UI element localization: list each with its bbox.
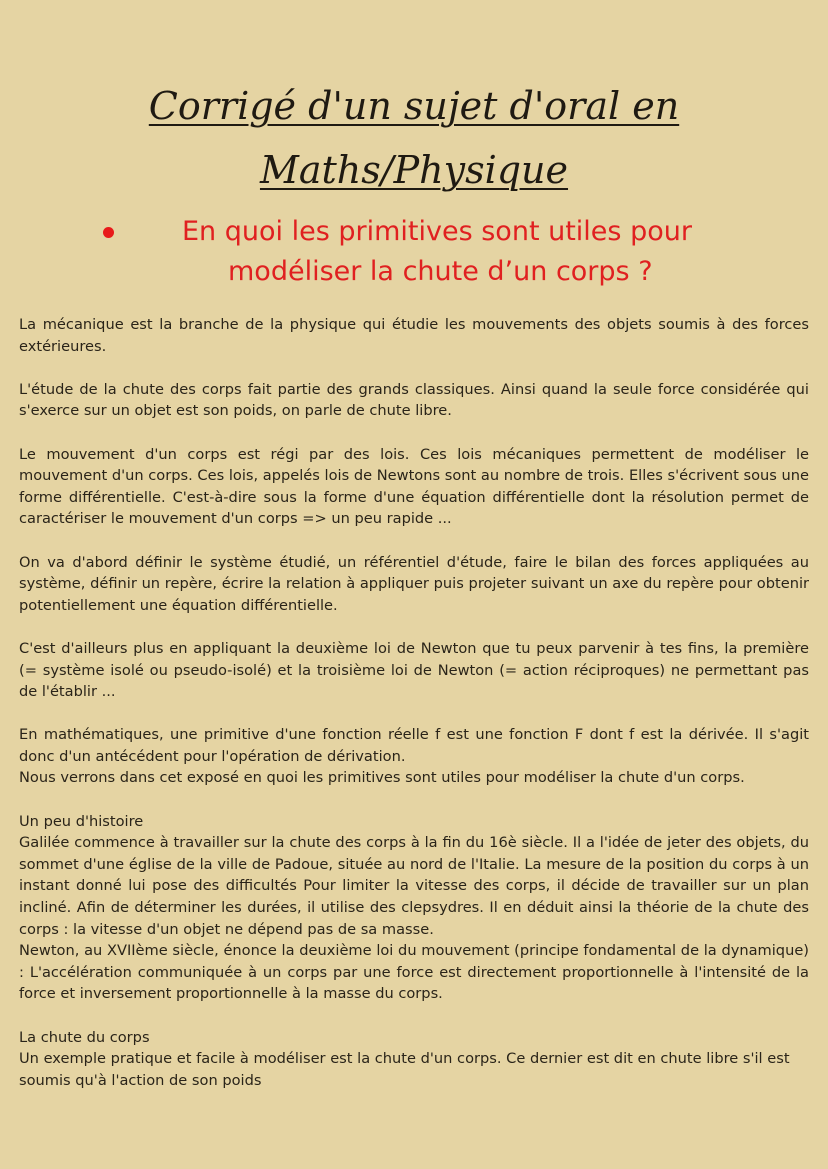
paragraph-newton: C'est d'ailleurs plus en appliquant la deuxième loi de Newton que tu peux parvenir à tes fins, la première (= système isolé ou pseudo-isolé) et la troisième loi de Newton (= action réciproques) ne permettant pas de l'établir ... <box>19 639 809 701</box>
paragraph-primitive: En mathématiques, une primitive d'une fonction réelle f est une fonction F dont f est la dérivée. Il s'agit donc d'un antécédent pour l'opération de dérivation. <box>19 726 809 765</box>
paragraph-expose: Nous verrons dans cet exposé en quoi les primitives sont utiles pour modéliser la chute d'un corps. <box>19 769 745 787</box>
paragraph-methode: On va d'abord définir le système étudié, un référentiel d'étude, faire le bilan des forces appliquées au système, définir un repère, écrire la relation à appliquer puis projeter suivant un axe du repère pour obtenir potentiellement une équation différentielle. <box>19 553 809 614</box>
paragraph-galilee: Galilée commence à travailler sur la chute des corps à la fin du 16è siècle. Il a l'idée de jeter des objets, du sommet d'une église de la ville de Padoue, située au nord de l'Italie. La mesure de la position du corps à un instant donné lui pose des difficultés Pour limiter la vitesse des corps, il décide de travailler sur un plan incliné. Afin de déterminer les durées, il utilise des clepsydres. Il en déduit ainsi la théorie de la chute des corps : la vitesse d'un objet ne dépend pas de sa masse. <box>19 834 809 938</box>
paragraph-mecanique: La mécanique est la branche de la physique qui étudie les mouvements des objets soumis à des forces extérieures. <box>19 316 809 355</box>
paragraph-newton-loi: Newton, au XVIIème siècle, énonce la deuxième loi du mouvement (principe fondamental de la dynamique) : L'accélération communiquée à un corps par une force est directement proportionnelle à l'intensité de la force et inversement proportionnelle à la masse du corps. <box>19 942 809 1003</box>
bullet-icon <box>103 227 114 238</box>
paragraph-chute-corps: Un exemple pratique et facile à modéliser est la chute d'un corps. Ce dernier est dit en chute libre s'il est soumis qu'à l'action de son poids <box>19 1050 790 1089</box>
paragraph-lois: Le mouvement d'un corps est régi par des lois. Ces lois mécaniques permettent de modéliser le mouvement d'un corps. Ces lois, appelés lois de Newtons sont au nombre de trois. Elles s'écrivent sous une forme différentielle. C'est-à-dire sous la forme d'une équation différentielle dont la résolution permet de caractériser le mouvement d'un corps => un peu rapide ... <box>19 445 809 528</box>
document-body <box>19 314 809 1091</box>
section-heading-histoire: Un peu d'histoire <box>19 812 144 830</box>
section-heading-chute: La chute du corps <box>19 1028 150 1046</box>
document-title-line-1: Corrigé d'un sujet d'oral en <box>148 84 680 128</box>
question-line-2: modéliser la chute d’un corps ? <box>228 256 653 287</box>
document-title-line-2: Maths/Physique <box>259 148 569 192</box>
question-line-1: En quoi les primitives sont utiles pour <box>182 216 692 247</box>
paragraph-chute-libre: L'étude de la chute des corps fait partie des grands classiques. Ainsi quand la seule force considérée qui s'exerce sur un objet est son poids, on parle de chute libre. <box>19 380 809 420</box>
